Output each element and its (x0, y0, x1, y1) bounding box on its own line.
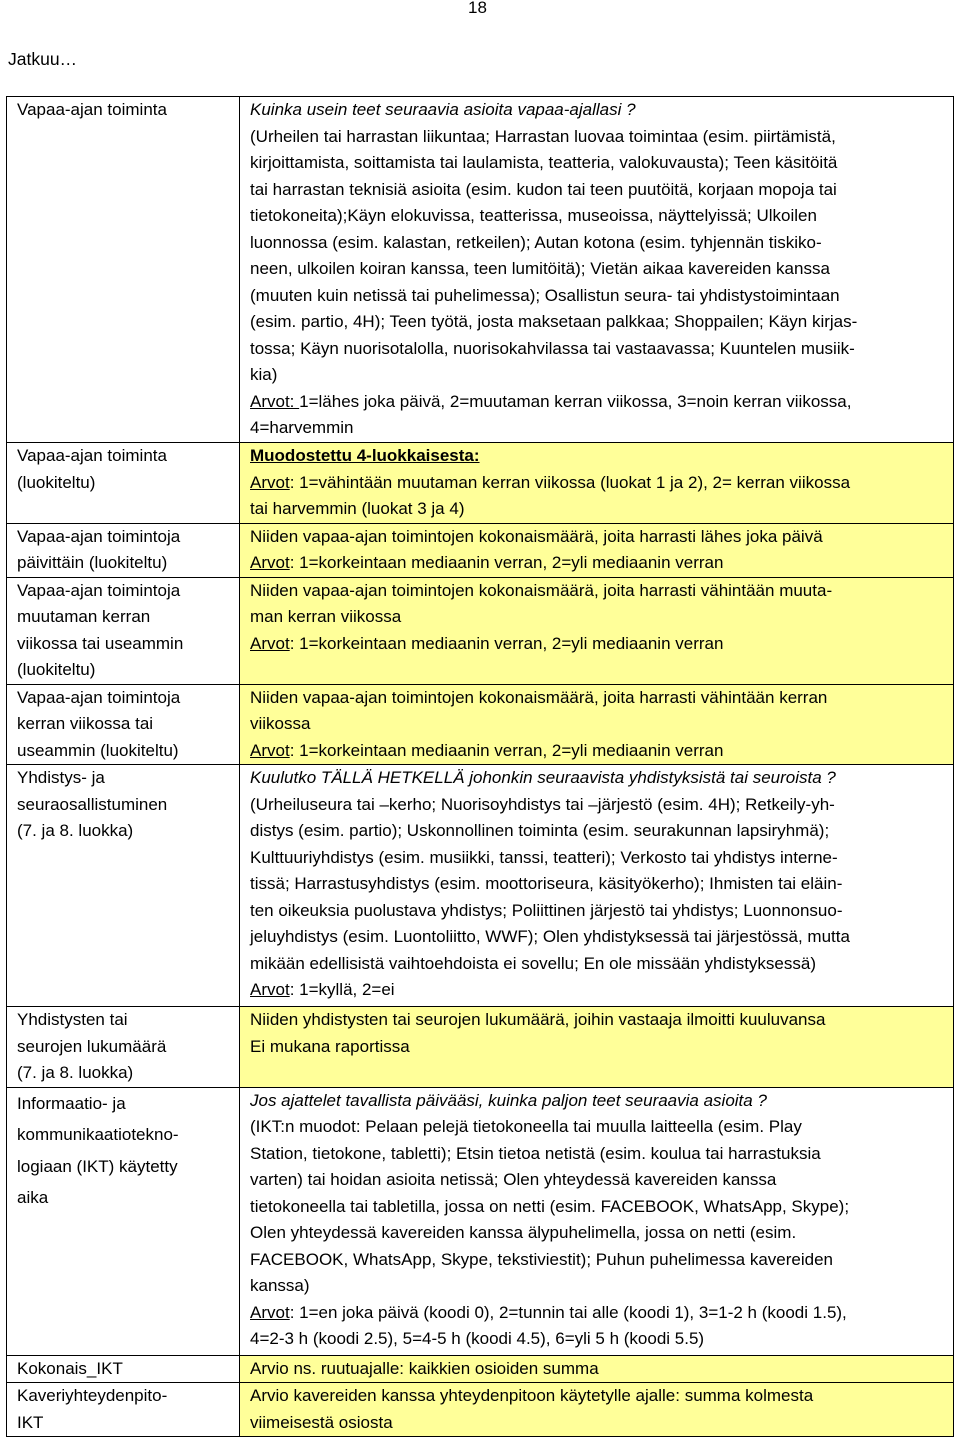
values-label: Arvot (250, 980, 290, 999)
description-line (250, 443, 949, 470)
description-text: Ei mukana raportissa (250, 1036, 410, 1056)
variable-name-line: Vapaa-ajan toimintoja (17, 687, 181, 707)
variable-name-cell (7, 765, 240, 1007)
question-text: Kuulutko TÄLLÄ HETKELLÄ johonkin seuraavista yhdistyksistä tai seuroista ? (250, 768, 836, 787)
description-line (250, 1141, 949, 1168)
description-line (250, 1088, 949, 1115)
description-line (250, 924, 949, 951)
page-number: 18 (468, 0, 487, 17)
description-text: viikossa (250, 714, 311, 733)
description-line (250, 792, 949, 819)
description-line (250, 604, 949, 631)
description-text: Station, tietokone, tabletti); Etsin tietoa netistä (esim. koulua tai harrastuksia (250, 1143, 821, 1163)
description-text: 4=2-3 h (koodi 2.5), 5=4-5 h (koodi 4.5), 6=yli 5 h (koodi 5.5) (250, 1329, 705, 1348)
description-line (250, 1383, 949, 1410)
description-line (250, 1300, 949, 1327)
description-line (250, 1356, 949, 1383)
variable-name-line: kerran viikossa tai (17, 714, 154, 733)
variable-name-line: Vapaa-ajan toiminta (17, 100, 167, 119)
description-line (250, 230, 949, 257)
description-text: luonnossa (esim. kalastan, retkeilen); Autan kotona (esim. tyhjennän tiskiko- (250, 232, 822, 252)
variable-name-line: seuraosallistuminen (17, 794, 168, 814)
question-text: Kuinka usein teet seuraavia asioita vapaa-ajallasi ? (250, 100, 636, 119)
description-line (250, 845, 949, 872)
description-text: kanssa) (250, 1276, 310, 1295)
values-label: Arvot: (250, 391, 300, 411)
table-row (7, 1355, 954, 1383)
values-label: Arvot (250, 553, 290, 572)
description-text: (muuten kuin netissä tai puhelimessa); Osallistun seura- tai yhdistystoimintaan (250, 285, 840, 305)
description-text: (Urheiluseura tai –kerho; Nuorisoyhdistys tai –järjestö (esim. 4H); Retkeily-yh- (250, 794, 835, 814)
variable-name-line: Vapaa-ajan toiminta (17, 446, 167, 465)
description-text: Arvio ns. ruutuajalle: kaikkien osioiden summa (250, 1358, 599, 1378)
table-row (7, 577, 954, 684)
description-text: man kerran viikossa (250, 607, 402, 626)
description-line (250, 1247, 949, 1274)
variable-name-cell (7, 1087, 240, 1355)
values-label: Arvot (250, 1302, 290, 1322)
description-line (250, 765, 949, 792)
description-cell (240, 684, 954, 765)
description-text: 1=lähes joka päivä, 2=muutaman kerran viikossa, 3=noin kerran viikossa, (299, 391, 852, 411)
description-cell (240, 97, 954, 443)
variable-name-line: aika (17, 1188, 49, 1207)
variable-name-line: useammin (luokiteltu) (17, 740, 179, 760)
description-text: : 1=kyllä, 2=ei (289, 980, 395, 999)
description-text: distys (esim. partio); Uskonnollinen toiminta (esim. seurakunnan lapsiryhmä); (250, 821, 830, 840)
table-row (7, 1383, 954, 1437)
table-row (7, 1087, 954, 1355)
description-line (250, 818, 949, 845)
description-text: : 1=en joka päivä (koodi 0), 2=tunnin tai alle (koodi 1), 3=1-2 h (koodi 1.5), (289, 1302, 847, 1322)
description-line (250, 1114, 949, 1141)
description-cell (240, 1355, 954, 1383)
description-line (250, 550, 949, 577)
variable-name-cell (7, 684, 240, 765)
description-line (250, 631, 949, 658)
description-text: tai harrastan teknisiä asioita (esim. kudon tai teen puutöitä, korjaan mopoja tai (250, 179, 837, 199)
description-line (250, 203, 949, 230)
description-line (250, 283, 949, 310)
description-text: ten oikeuksia puolustava yhdistys; Poliittinen järjestö tai yhdistys; Luonnonsuo- (250, 900, 843, 920)
values-label: Arvot (250, 472, 290, 492)
table-row (7, 97, 954, 443)
description-text: tossa; Käyn nuorisotalolla, nuorisokahvilassa tai vastaavassa; Kuuntelen musiik- (250, 338, 855, 358)
variable-name-line: (luokiteltu) (17, 660, 96, 679)
variable-name-line: Yhdistysten tai (17, 1010, 128, 1029)
table-row (7, 684, 954, 765)
description-line (250, 951, 949, 978)
description-line (250, 1194, 949, 1221)
variable-name-cell (7, 523, 240, 577)
variable-name-line: IKT (17, 1412, 44, 1432)
description-text: tissä; Harrastusyhdistys (esim. moottoriseura, käsityökerho); Ihmisten tai eläin- (250, 874, 843, 893)
continued-label: Jatkuu… (8, 49, 78, 69)
description-text: Niiden vapaa-ajan toimintojen kokonaismäärä, joita harrasti lähes joka päivä (250, 526, 823, 546)
variable-name-line: (7. ja 8. luokka) (17, 1063, 134, 1082)
description-line (250, 578, 949, 605)
description-cell (240, 523, 954, 577)
description-cell (240, 1087, 954, 1355)
description-line (250, 1034, 949, 1061)
description-text: kia) (250, 365, 278, 384)
description-text: : 1=vähintään muutaman kerran viikossa (luokat 1 ja 2), 2= kerran viikossa (289, 472, 851, 492)
description-line (250, 685, 949, 712)
variable-name-cell (7, 1007, 240, 1088)
variable-name-line: Informaatio- ja (17, 1093, 126, 1113)
description-line (250, 124, 949, 151)
variable-name-line: Kaveriyhteydenpito- (17, 1386, 168, 1405)
description-text: mikään edellisistä vaihtoehdoista ei sovellu; En ole missään yhdistyksessä) (250, 953, 817, 973)
description-text: (esim. partio, 4H); Teen työtä, josta maksetaan palkkaa; Shoppailen; Käyn kirjas- (250, 312, 858, 331)
description-cell (240, 1007, 954, 1088)
description-text: : 1=korkeintaan mediaanin verran, 2=yli mediaanin verran (289, 553, 724, 572)
variable-name-line: Kokonais_IKT (17, 1358, 123, 1378)
description-text: varten) tai hoidan asioita netissä; Olen yhteydessä kavereiden kanssa (250, 1170, 777, 1189)
table-row (7, 523, 954, 577)
description-text: Kulttuuriyhdistys (esim. musiikki, tanssi, teatteri); Verkosto tai yhdistys interne- (250, 847, 838, 867)
description-text: tai harvemmin (luokat 3 ja 4) (250, 499, 465, 518)
description-line (250, 738, 949, 765)
description-line (250, 1007, 949, 1034)
description-line (250, 871, 949, 898)
description-text: viimeisestä osiosta (250, 1412, 393, 1432)
description-text: : 1=korkeintaan mediaanin verran, 2=yli mediaanin verran (289, 633, 724, 653)
variable-name-line: viikossa tai useammin (17, 633, 184, 653)
description-text: Niiden vapaa-ajan toimintojen kokonaismäärä, joita harrasti vähintään muuta- (250, 580, 833, 600)
variable-name-line: seurojen lukumäärä (17, 1036, 167, 1056)
question-text: Jos ajattelet tavallista päivääsi, kuinka paljon teet seuraavia asioita ? (250, 1090, 767, 1110)
description-line (250, 97, 949, 124)
description-line (250, 470, 949, 497)
description-line (250, 177, 949, 204)
variable-name-line: kommunikaatiotekno- (17, 1125, 179, 1144)
description-line (250, 415, 949, 442)
description-line (250, 1326, 949, 1353)
description-text: neen, ulkoilen koiran kanssa, teen lumitöitä); Vietän aikaa kavereiden kanssa (250, 259, 830, 278)
description-line (250, 977, 949, 1004)
description-line (250, 389, 949, 416)
variable-name-cell (7, 577, 240, 684)
description-line (250, 309, 949, 336)
description-line (250, 1167, 949, 1194)
variable-name-cell (7, 1383, 240, 1437)
table-row (7, 443, 954, 524)
description-line (250, 711, 949, 738)
variable-name-line: logiaan (IKT) käytetty (17, 1156, 178, 1176)
description-line (250, 496, 949, 523)
description-line (250, 1220, 949, 1247)
description-line (250, 336, 949, 363)
description-cell (240, 443, 954, 524)
description-cell (240, 765, 954, 1007)
description-text: tietokoneella tai tabletilla, jossa on netti (esim. FACEBOOK, WhatsApp, Skype); (250, 1196, 850, 1216)
description-text: Niiden yhdistysten tai seurojen lukumäärä, joihin vastaaja ilmoitti kuuluvansa (250, 1010, 826, 1029)
values-label: Arvot (250, 633, 290, 653)
variable-name-line: (7. ja 8. luokka) (17, 821, 134, 840)
description-line (250, 1273, 949, 1300)
description-text: Niiden vapaa-ajan toimintojen kokonaismäärä, joita harrasti vähintään kerran (250, 687, 828, 707)
description-text: Olen yhteydessä kavereiden kanssa älypuhelimella, jossa on netti (esim. (250, 1223, 797, 1242)
description-text: FACEBOOK, WhatsApp, Skype, tekstiviestit); Puhun puhelimessa kavereiden (250, 1249, 833, 1269)
values-label: Arvot (250, 740, 290, 760)
description-text: Arvio kavereiden kanssa yhteydenpitoon käytetylle ajalle: summa kolmesta (250, 1386, 814, 1405)
variable-table (6, 96, 954, 1437)
variable-name-cell (7, 1355, 240, 1383)
variable-name-line: Yhdistys- ja (17, 768, 105, 787)
description-cell (240, 1383, 954, 1437)
variable-name-line: muutaman kerran (17, 607, 151, 626)
description-text: kirjoittamista, soittamista tai laulamista, teatteria, valokuvausta); Teen käsitöitä (250, 153, 838, 172)
description-text: (Urheilen tai harrastan liikuntaa; Harrastan luovaa toimintaa (esim. piirtämistä, (250, 126, 836, 146)
description-text: : 1=korkeintaan mediaanin verran, 2=yli mediaanin verran (289, 740, 724, 760)
description-line (250, 150, 949, 177)
description-cell (240, 577, 954, 684)
variable-name-line: Vapaa-ajan toimintoja (17, 580, 181, 600)
variable-name-line: päivittäin (luokiteltu) (17, 553, 168, 572)
description-line (250, 1410, 949, 1437)
description-text: tietokoneita);Käyn elokuvissa, teatterissa, museoissa, näyttelyissä; Ulkoilen (250, 206, 817, 225)
variable-name-line: (luokiteltu) (17, 472, 96, 492)
variable-name-cell (7, 443, 240, 524)
variable-name-cell (7, 97, 240, 443)
description-text: (IKT:n muodot: Pelaan pelejä tietokoneella tai muulla laitteella (esim. Play (250, 1117, 802, 1136)
description-line (250, 898, 949, 925)
description-line (250, 362, 949, 389)
section-heading: Muodostettu 4-luokkaisesta: (250, 446, 480, 465)
description-line (250, 256, 949, 283)
description-line (250, 524, 949, 551)
variable-name-line: Vapaa-ajan toimintoja (17, 526, 181, 546)
description-text: 4=harvemmin (250, 418, 354, 437)
table-row (7, 765, 954, 1007)
description-text: jeluyhdistys (esim. Luontoliitto, WWF); Olen yhdistyksessä tai järjestössä, mutta (250, 927, 850, 946)
table-row (7, 1007, 954, 1088)
